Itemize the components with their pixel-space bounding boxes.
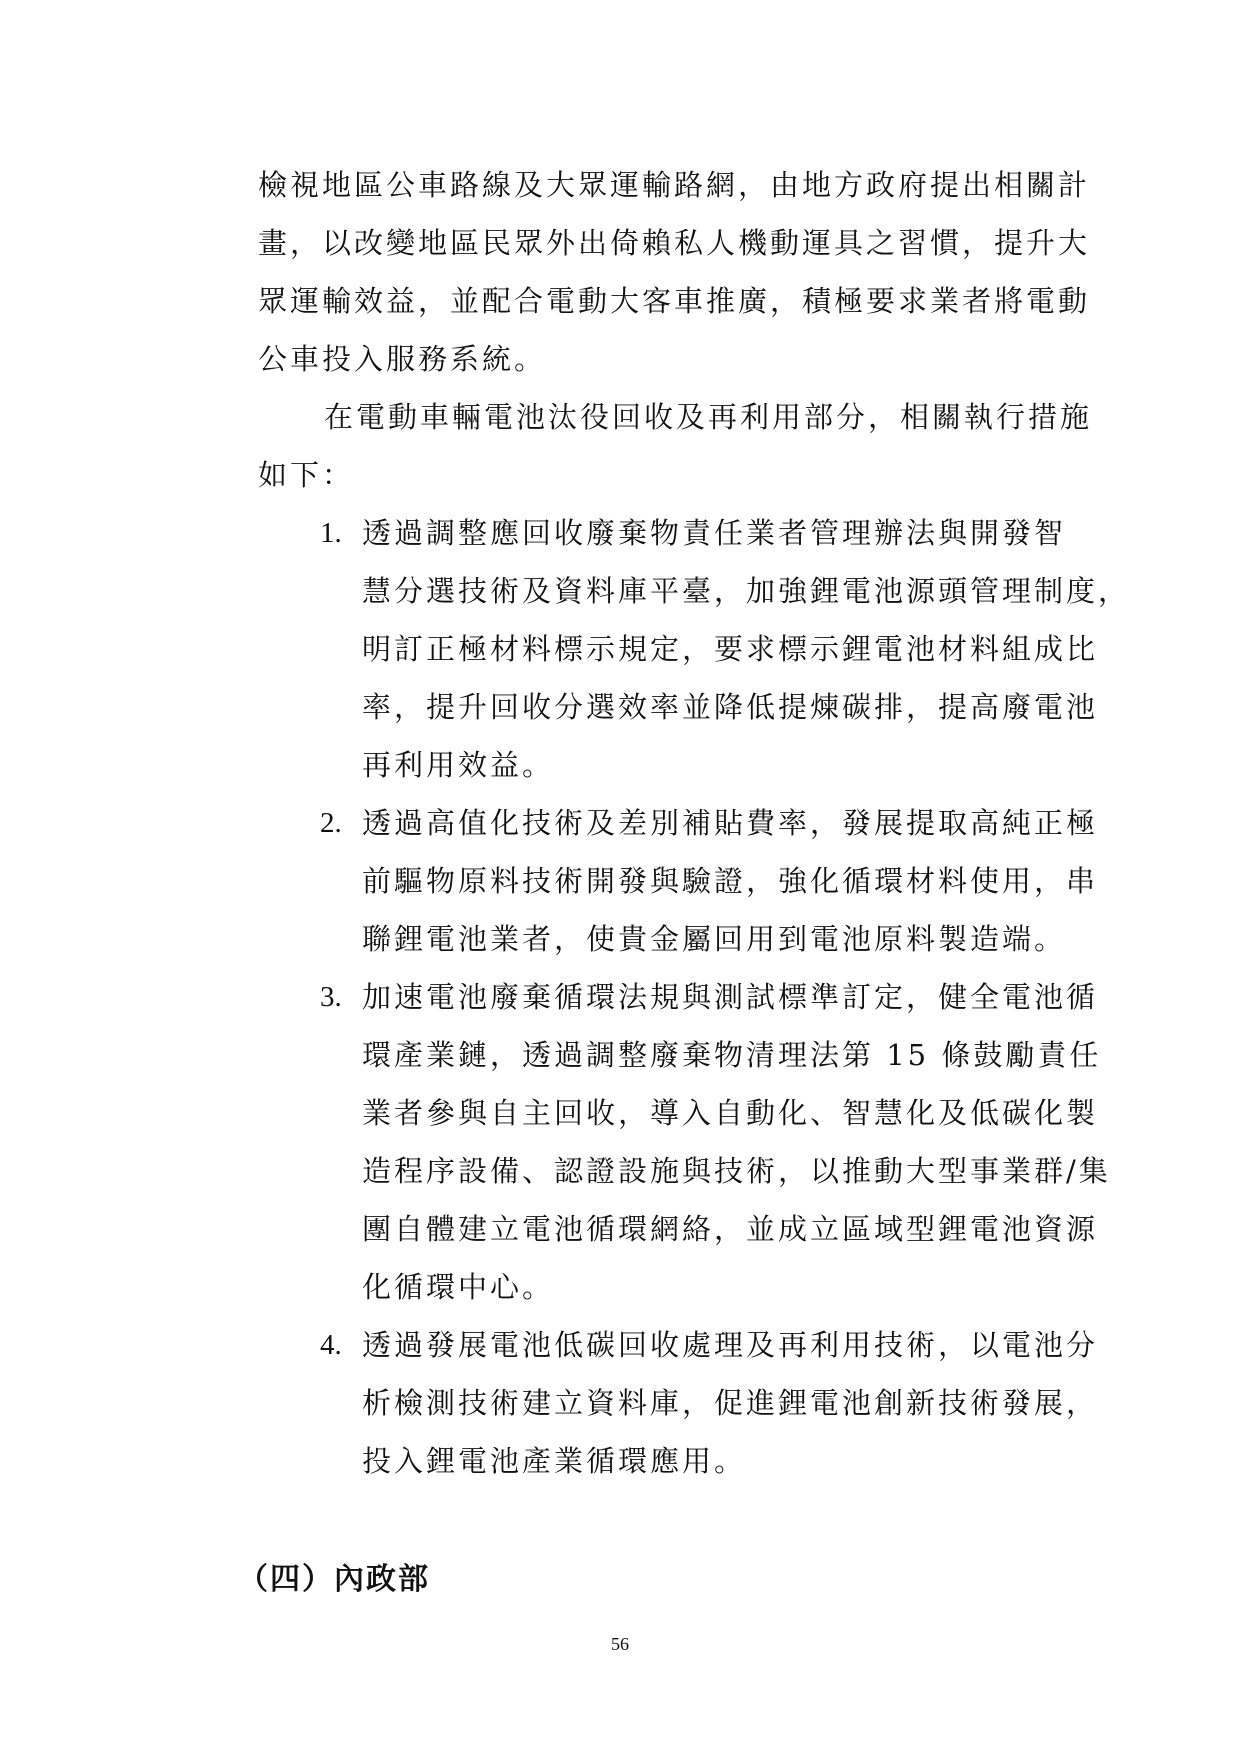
list-item-line: 透過高值化技術及差別補貼費率，發展提取高純正極 <box>362 806 1099 840</box>
list-item-line: 率，提升回收分選效率並降低提煉碳排，提高廢電池 <box>362 690 1099 724</box>
list-item-number: 3. <box>320 981 342 1013</box>
list-item-line: 聯鋰電池業者，使貴金屬回用到電池原料製造端。 <box>362 922 1067 956</box>
list-item-number: 4. <box>320 1329 342 1361</box>
list-item-line: 業者參與自主回收，導入自動化、智慧化及低碳化製 <box>362 1096 1099 1130</box>
list-item-line: 析檢測技術建立資料庫，促進鋰電池創新技術發展， <box>362 1386 1099 1420</box>
list-item-line: 環產業鏈，透過調整廢棄物清理法第 15 條鼓勵責任 <box>362 1038 1102 1072</box>
paragraph-line: 眾運輸效益，並配合電動大客車推廣，積極要求業者將電動 <box>258 284 1091 318</box>
list-item-line: 透過調整應回收廢棄物責任業者管理辦法與開發智 <box>362 516 1067 550</box>
list-item-line: 透過發展電池低碳回收處理及再利用技術，以電池分 <box>362 1328 1099 1362</box>
list-item-number: 2. <box>320 807 342 839</box>
paragraph-line: 畫，以改變地區民眾外出倚賴私人機動運具之習慣，提升大 <box>258 226 1091 260</box>
paragraph-line: 檢視地區公車路線及大眾運輸路網，由地方政府提出相關計 <box>258 168 1091 202</box>
paragraph-line: 在電動車輛電池汰役回收及再利用部分，相關執行措施 <box>324 400 1093 434</box>
list-item-line: 造程序設備、認證設施與技術，以推動大型事業群/集 <box>362 1154 1111 1188</box>
list-item-line: 明訂正極材料標示規定，要求標示鋰電池材料組成比 <box>362 632 1099 666</box>
page-number: 56 <box>611 1634 629 1654</box>
list-item-line: 化循環中心。 <box>362 1270 555 1304</box>
list-item-line: 慧分選技術及資料庫平臺，加強鋰電池源頭管理制度， <box>362 574 1131 608</box>
list-item-line: 團自體建立電池循環網絡，並成立區域型鋰電池資源 <box>362 1212 1099 1246</box>
section-heading: （四）內政部 <box>238 1562 430 1597</box>
list-item-number: 1. <box>320 517 342 549</box>
paragraph-line: 如下： <box>258 458 355 492</box>
paragraph-line: 公車投入服務系統。 <box>258 342 547 376</box>
list-item-line: 再利用效益。 <box>362 748 555 782</box>
list-item-line: 投入鋰電池產業循環應用。 <box>362 1444 747 1478</box>
list-item-line: 前驅物原料技術開發與驗證，強化循環材料使用，串 <box>362 864 1099 898</box>
list-item-line: 加速電池廢棄循環法規與測試標準訂定，健全電池循 <box>362 980 1099 1014</box>
